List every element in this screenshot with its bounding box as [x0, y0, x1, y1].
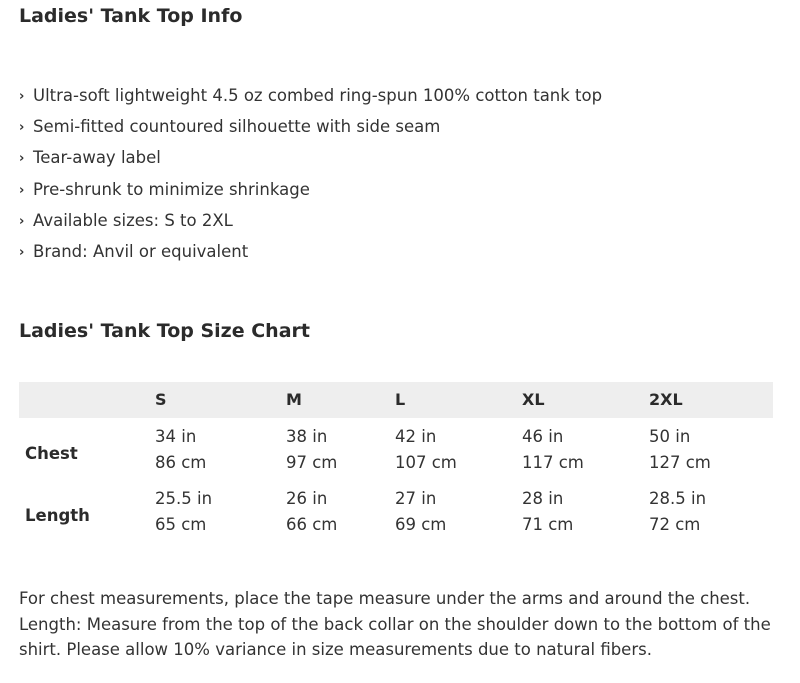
size-header-xl: XL [522, 390, 545, 409]
cell-inches: 50 in [649, 427, 691, 446]
size-header-row [19, 382, 773, 418]
cell-cm: 65 cm [155, 514, 207, 534]
feature-item [19, 85, 602, 116]
chevron-right-icon: › [19, 89, 25, 104]
cell-cm: 107 cm [395, 452, 457, 472]
row-label-length: Length [25, 506, 90, 525]
table-cell [395, 424, 457, 475]
size-header-l: L [395, 390, 406, 409]
cell-inches: 26 in [286, 489, 328, 508]
feature-text: Ultra-soft lightweight 4.5 oz combed ring-spun 100% cotton tank top [33, 86, 603, 105]
size-header-m: M [286, 390, 302, 409]
table-cell [155, 424, 206, 475]
cell-cm: 86 cm [155, 452, 207, 472]
feature-list [19, 85, 602, 272]
cell-inches: 25.5 in [155, 489, 213, 508]
feature-text: Semi-fitted countoured silhouette with side seam [33, 117, 441, 137]
chevron-right-icon: › [19, 151, 25, 167]
cell-inches: 28 in [522, 489, 564, 508]
feature-text: Tear-away label [33, 148, 161, 168]
cell-cm: 71 cm [522, 514, 574, 534]
info-title: Ladies' Tank Top Info [19, 5, 243, 27]
row-label-chest: Chest [25, 444, 78, 463]
cell-cm: 127 cm [649, 452, 711, 472]
chevron-right-icon: › [19, 213, 25, 229]
table-row-length [19, 486, 773, 548]
cell-cm: 69 cm [395, 514, 447, 534]
feature-item [19, 210, 602, 241]
chevron-right-icon: › [19, 182, 25, 198]
cell-inches: 28.5 in [649, 489, 707, 508]
table-row-chest [19, 424, 773, 486]
size-chart-table [19, 382, 773, 548]
feature-item [19, 179, 602, 210]
cell-cm: 72 cm [649, 514, 701, 534]
feature-text: Available sizes: S to 2XL [33, 210, 233, 230]
cell-cm: 97 cm [286, 452, 338, 472]
cell-inches: 42 in [395, 427, 437, 446]
chevron-right-icon: › [19, 120, 25, 136]
chevron-right-icon: › [19, 244, 25, 260]
cell-inches: 27 in [395, 489, 437, 508]
table-cell [395, 486, 446, 537]
table-cell [522, 424, 584, 475]
measurement-note: For chest measurements, place the tape measure under the arms and around the chest. Length: Measure from the top of the back collar on the shoulder down to the bottom of the shirt. Please allow 10% variance in size measurements due to natural fibers. [19, 589, 771, 659]
table-cell [649, 424, 711, 475]
cell-inches: 46 in [522, 427, 564, 446]
feature-item [19, 116, 602, 147]
size-header-2xl: 2XL [649, 390, 683, 409]
cell-cm: 66 cm [286, 514, 338, 534]
table-cell [286, 486, 337, 537]
size-chart-title: Ladies' Tank Top Size Chart [19, 320, 310, 342]
feature-item [19, 241, 602, 272]
cell-inches: 38 in [286, 427, 328, 446]
size-header-s: S [155, 390, 167, 409]
feature-text: Brand: Anvil or equivalent [33, 241, 249, 261]
feature-text: Pre-shrunk to minimize shrinkage [33, 179, 310, 199]
table-cell [155, 486, 212, 537]
table-cell [522, 486, 573, 537]
cell-inches: 34 in [155, 427, 197, 446]
cell-cm: 117 cm [522, 452, 584, 472]
table-cell [286, 424, 337, 475]
feature-item [19, 147, 602, 178]
table-cell [649, 486, 706, 537]
